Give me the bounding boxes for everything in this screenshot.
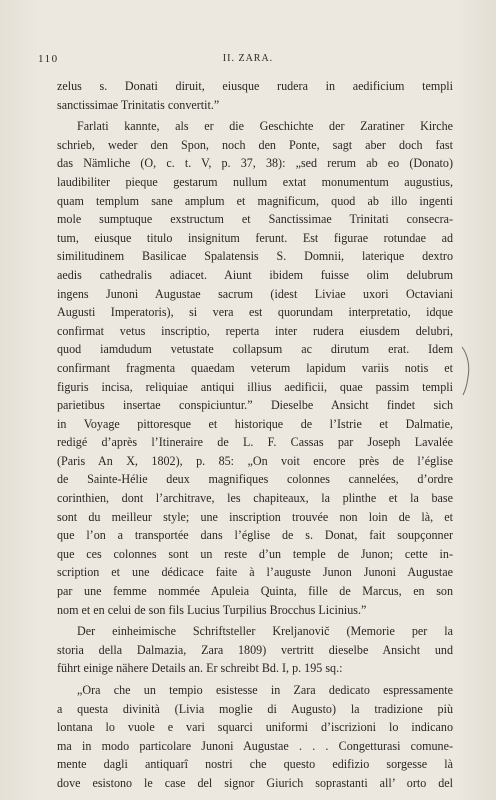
paragraph <box>57 681 453 793</box>
text-line: zelus s. Donati diruit, eiusque rudera in aedificium templi <box>57 79 453 93</box>
text-line: ingens Junoni Augustae sacrum (idest Liviae uxori Octaviani <box>57 286 453 301</box>
text-line: similitudinem Basilicae Spalatensis S. Domnii, laterique dextro <box>57 249 453 264</box>
text-line: confirmant fragmenta quaedam veterum lapidum variis notis et <box>57 360 453 375</box>
text-line: Farlati kannte, als er die Geschichte der Zaratiner Kirche <box>77 119 453 134</box>
page-header <box>0 53 496 67</box>
running-head: II. ZARA. <box>222 53 274 64</box>
text-line: (Paris An X, 1802), p. 85: „On voit encore près de l’église <box>57 453 453 468</box>
text-line: sont du meilleur style; une inscription trouvée non loin de là, et <box>57 509 453 524</box>
text-line: schrieb, weder den Spon, noch den Ponte, sagt aber doch fast <box>57 137 453 152</box>
pencil-margin-mark <box>459 345 473 397</box>
text-line: in Voyage pittoresque et historique de l’Istrie et Dalmatie, <box>57 416 453 431</box>
text-line: „Ora che un tempio esistesse in Zara dedicato espressamente <box>77 683 453 697</box>
text-line: tum, eiusque titulo insignitum ferunt. Est figurae rotundae ad <box>57 230 453 245</box>
text-line: Der einheimische Schriftsteller Kreljanovič (Memorie per la <box>77 624 453 639</box>
text-line: führt einige nähere Details an. Er schreibt Bd. I, p. 195 sq.: <box>57 661 343 676</box>
text-line: Augusti Imperatoris), si vera est quorundam interpretatio, idque <box>57 305 453 320</box>
text-line: ma in modo particolare Junoni Augustae . . . Congetturasi comune- <box>57 738 453 753</box>
text-line: que ces colonnes sont un reste d’un temple de Junon; cette in- <box>57 546 453 561</box>
text-line: mente dagli antiquarî nostri che questo edifizio sorgesse là <box>57 757 453 772</box>
text-line: storia della Dalmazia, Zara 1809) vertritt dieselbe Ansicht und <box>57 642 453 657</box>
text-line: de Sainte-Hélie deux magnifiques colonnes cannelées, d’ordre <box>57 472 453 487</box>
paragraph <box>57 117 453 619</box>
text-line: a questa divinità (Livia moglie di Augusto) la tradizione più <box>57 701 453 716</box>
text-line: quod iamdudum vetustate collapsum ac dirutum erat. Idem <box>57 342 453 357</box>
text-line: que l’on a transportée dans l’église de s. Donat, fait soupçonner <box>57 528 453 543</box>
text-line: figuris incisa, reliquiae antiqui illius aedificii, quae passim templi <box>57 379 453 394</box>
text-line: laudibiliter pieque gestarum nullum extat monumentum augustius, <box>57 174 453 189</box>
text-line: mole sumptuque exstructum et Sanctissimae Trinitati consecra- <box>57 212 453 227</box>
text-line: redigé d’après l’Itineraire de L. F. Cassas par Joseph Lavalée <box>57 435 453 450</box>
paragraph <box>57 622 453 678</box>
paragraph <box>57 77 453 114</box>
body-text <box>57 77 453 793</box>
text-line: scription et une dédicace faite à l’auguste Junon Junoni Augustae <box>57 565 453 580</box>
text-line: dove esistono le case del signor Giurich soprastanti all’ orto del <box>57 775 453 790</box>
text-line: parietibus insertae conspiciuntur.” Dieselbe Ansicht findet sich <box>57 398 453 413</box>
text-line: nom et en celui de son fils Lucius Turpilius Brocchus Licinius.” <box>57 602 367 617</box>
text-line: quam templum sane amplum et magnificum, quod ab illo ingenti <box>57 193 453 208</box>
text-line: confirmat vetus inscriptio, reperta inter rudera eiusdem delubri, <box>57 323 453 338</box>
text-line: aedis cathedralis adiacet. Aiunt ibidem fuisse olim delubrum <box>57 267 453 282</box>
page-number: 110 <box>38 53 59 65</box>
text-line: sanctissimae Trinitatis convertit.” <box>57 97 220 112</box>
text-line: das Nämliche (O, c. t. V, p. 37, 38): „sed rerum ab eo (Donato) <box>57 156 453 171</box>
text-line: corinthien, dont l’architrave, les chapiteaux, la plinthe et la base <box>57 491 453 506</box>
text-line: par une femme nommée Apuleia Quinta, fille de Marcus, en son <box>57 584 453 599</box>
text-line: lontana lo vuole e vari squarci uniformi d’iscrizioni lo indicano <box>57 720 453 735</box>
